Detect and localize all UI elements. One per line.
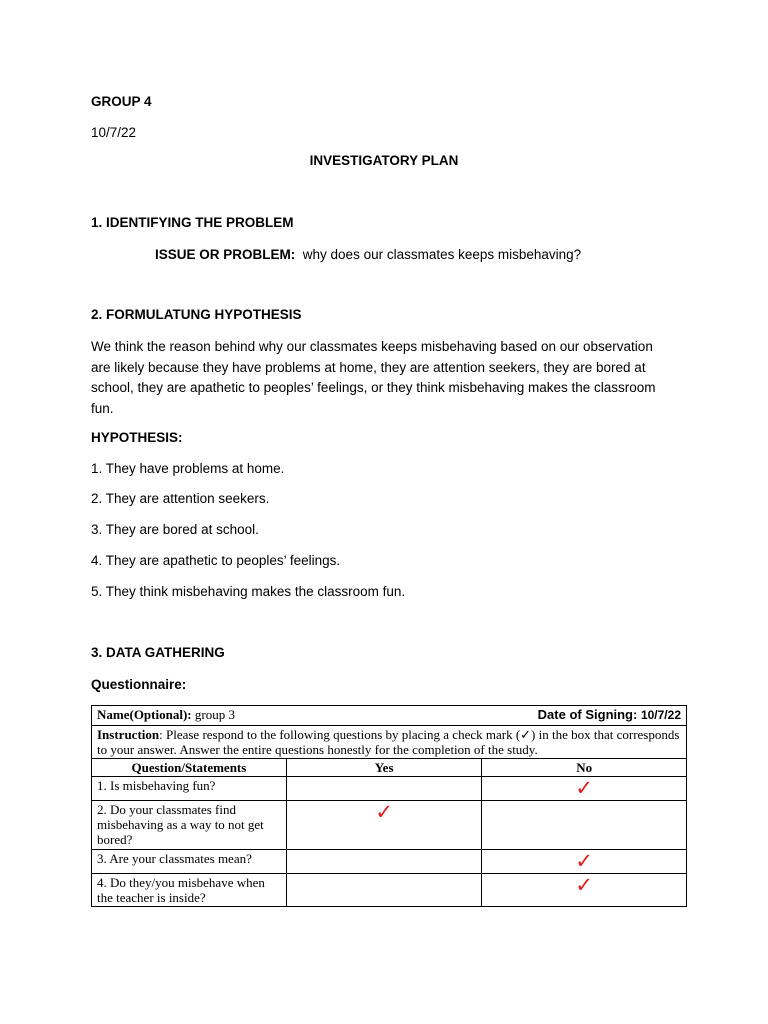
hypothesis-item: 3. They are bored at school. — [91, 522, 259, 537]
table-row — [92, 874, 687, 907]
column-header-question: Question/Statements — [92, 759, 287, 777]
question-cell: 2. Do your classmates find misbehaving as a way to not get bored? — [92, 801, 287, 850]
table-row — [92, 777, 687, 801]
questionnaire-label: Questionnaire: — [91, 677, 187, 692]
section-1-heading: 1. IDENTIFYING THE PROBLEM — [91, 215, 294, 230]
question-cell: 1. Is misbehaving fun? — [92, 777, 287, 801]
no-cell[interactable] — [482, 801, 687, 850]
hypothesis-label: HYPOTHESIS: — [91, 430, 183, 445]
name-row — [92, 706, 687, 726]
paragraph-line: are likely because they have problems at home, they are attention seekers, they are bored at — [91, 359, 646, 375]
instruction-text: : Please respond to the following questions by placing a check mark (✓) in the box that corresponds to your answer. Answer the entire questions honestly for the completion of the study. — [97, 727, 680, 757]
group-label: GROUP 4 — [91, 94, 152, 109]
hypothesis-item: 1. They have problems at home. — [91, 461, 285, 476]
check-mark-icon: ✓ — [575, 776, 594, 800]
document-date: 10/7/22 — [91, 125, 137, 140]
yes-cell[interactable] — [286, 850, 482, 874]
date-of-signing-value: 10/7/22 — [640, 708, 681, 722]
question-cell: 3. Are your classmates mean? — [92, 850, 287, 874]
yes-cell[interactable] — [286, 801, 482, 850]
issue-text: why does our classmates keeps misbehaving? — [302, 247, 582, 262]
date-of-signing: Date of Signing: 10/7/22 — [537, 707, 681, 722]
issue-statement — [155, 246, 581, 264]
column-header-no: No — [482, 759, 687, 777]
instruction-row — [92, 726, 687, 759]
issue-label: ISSUE OR PROBLEM: — [155, 247, 296, 262]
name-value: group 3 — [191, 707, 235, 722]
hypothesis-item: 2. They are attention seekers. — [91, 491, 270, 506]
check-mark-icon: ✓ — [575, 849, 594, 873]
name-label: Name(Optional): — [97, 707, 192, 722]
no-cell[interactable] — [482, 777, 687, 801]
table-header-row — [92, 759, 687, 777]
no-cell[interactable] — [482, 874, 687, 907]
paragraph-line: We think the reason behind why our classmates keeps misbehaving based on our observation — [91, 339, 653, 354]
hypothesis-item: 4. They are apathetic to peoples’ feelings. — [91, 553, 341, 568]
check-mark-icon: ✓ — [375, 800, 393, 824]
paragraph-line: school, they are apathetic to peoples’ feelings, or they think misbehaving makes the classroom — [91, 380, 656, 395]
column-header-yes: Yes — [286, 759, 482, 777]
paragraph-line: fun. — [91, 400, 114, 416]
table-row — [92, 850, 687, 874]
no-cell[interactable] — [482, 850, 687, 874]
check-mark-icon: ✓ — [575, 873, 594, 897]
document-title: INVESTIGATORY PLAN — [309, 153, 459, 168]
instruction-label: Instruction — [97, 727, 160, 742]
yes-cell[interactable] — [286, 777, 482, 801]
question-cell: 4. Do they/you misbehave when the teacher is inside? — [92, 874, 287, 907]
section-3-heading: 3. DATA GATHERING — [91, 645, 225, 660]
hypothesis-item: 5. They think misbehaving makes the classroom fun. — [91, 584, 406, 599]
yes-cell[interactable] — [286, 874, 482, 907]
section-2-heading: 2. FORMULATUNG HYPOTHESIS — [91, 307, 302, 322]
hypothesis-paragraph — [91, 337, 681, 419]
questionnaire-table — [91, 705, 687, 907]
table-row — [92, 801, 687, 850]
